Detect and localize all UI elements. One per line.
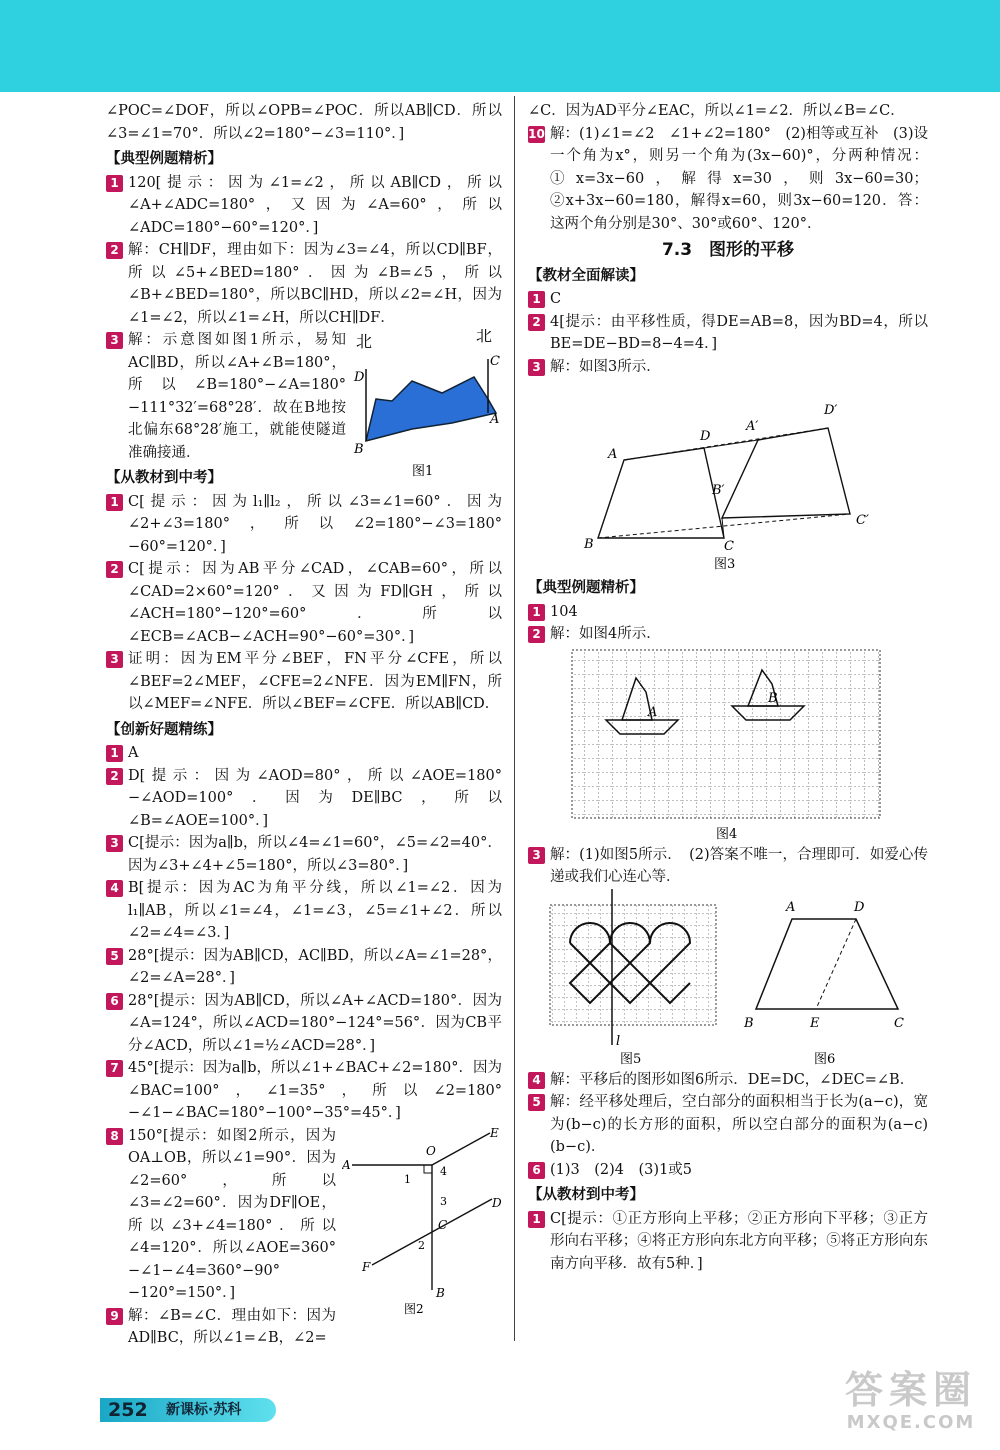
series-label: 新课标·苏科: [166, 1402, 242, 1418]
item-number: 7: [106, 1060, 123, 1077]
answer-item: [528, 1159, 928, 1182]
point-label: C: [724, 539, 734, 554]
item-number: 1: [106, 494, 123, 511]
answer-text: 解：(1)∠1=∠2 ∠1+∠2=180° (2)相等或互补 (3)设一个角为x°，则另一个角为(3x−60)°，分两种情况：①x=3x−60，解得x=30，则3x−60=30；②x+3x−60=180，解得x=60，则3x−60=120．答：这两个角分别是30°、30°或60°、120°．: [550, 125, 928, 232]
answer-item: [528, 311, 928, 356]
answer-item: [106, 877, 502, 945]
answer-text: 解：如图3所示．: [550, 358, 661, 375]
answer-text: 解：经平移处理后，空白部分的面积相当于长为(a−c)，宽为(b−c)的长方形的面积，所以空白部分的面积为(a−c)(b−c)．: [550, 1094, 928, 1155]
answer-item: [528, 601, 928, 624]
point-label: C: [490, 354, 500, 369]
answer-text: C[提示：①正方形向上平移；②正方形向下平移；③正方形向右平移；④将正方形向东北方向平移；⑤将正方形向东南方向平移．故有5种．]: [550, 1210, 928, 1272]
answer-text: 45°[提示：因为a∥b，所以∠1+∠BAC+∠2=180°．因为∠BAC=100°，∠1=35°，所以∠2=180°−∠1−∠BAC=180°−100°−35°=45°．]: [128, 1060, 502, 1121]
item-number: 2: [106, 242, 123, 259]
point-label: A: [490, 412, 500, 427]
point-label: F: [362, 1259, 371, 1274]
answer-item: [528, 1208, 928, 1276]
item-number: 4: [106, 880, 123, 897]
answer-item: [106, 1057, 502, 1125]
answer-text: 解：如图4所示．: [550, 626, 661, 642]
figure-caption: 图4: [716, 826, 738, 842]
answer-text: 120[提示：因为∠1=∠2，所以AB∥CD，所以∠A+∠ADC=180°，又因为∠A=60°，所以∠ADC=180°−60°=120°．]: [128, 174, 502, 236]
answer-text: C[提示：因为AB平分∠CAD，∠CAB=60°，所以∠CAD=2×60°=120°．又因为FD∥GH，所以∠ACH=180°−120°=60°．所以∠ECB=∠ACB−∠ACH=90°−60°=30°．]: [128, 561, 502, 645]
section-heading: 【创新好题精练】: [106, 721, 222, 738]
answer-text: C[提示：因为l₁∥l₂，所以∠3=∠1=60°．因为∠2+∠3=180°，所以∠2=180°−∠3=180°−60°=120°．]: [128, 493, 502, 555]
paragraph: ∠POC=∠DOF，所以∠OPB=∠POC．所以AB∥CD．所以∠3=∠1=70°．所以∠2=180°−∠3=110°．]: [106, 103, 502, 142]
answer-text: D[提示：因为∠AOD=80°，所以∠AOE=180°−∠AOD=100°．因为DE∥BC，所以∠B=∠AOE=100°．]: [128, 767, 502, 829]
item-number: 1: [528, 1211, 545, 1228]
answer-item: [528, 123, 928, 236]
item-number: 4: [528, 1072, 545, 1089]
item-number: 1: [106, 175, 123, 192]
answer-item: [106, 742, 502, 765]
figure-caption: 图1: [412, 464, 434, 479]
point-label: D: [854, 899, 865, 915]
answer-text: 150°[提示：如图2所示，因为OA⊥OB，所以∠1=90°．因为∠2=60°，所以∠3=∠2=60°．因为DF∥OE，所以∠3+∠4=180°．所以∠4=120°．所以∠AOE=360°−∠1−∠4=360°−90°−120°=150°．]: [128, 1127, 336, 1301]
figure-1: [352, 329, 502, 487]
figure-2: [342, 1125, 502, 1323]
north-label: 北: [476, 329, 493, 345]
section-title: 7.3 图形的平移: [661, 240, 795, 260]
paragraph: ∠C．因为AD平分∠EAC，所以∠1=∠2．所以∠B=∠C．: [528, 103, 905, 119]
angle-label: 3: [440, 1194, 447, 1208]
answer-text: 解：示意图如图1所示，易知AC∥BD，所以∠A+∠B=180°，所以∠B=180°−∠A=180°−111°32′=68°28′．故在B地按北偏东68°28′施工，就能使隧道准确接通．: [128, 332, 346, 461]
answer-item: [528, 288, 928, 311]
point-label: A: [786, 899, 796, 915]
angle-label: 2: [418, 1238, 425, 1252]
item-number: 2: [528, 626, 545, 643]
answer-text: B[提示：因为AC为角平分线，所以∠1=∠2．因为l₁∥AB，所以∠1=∠4，∠1=∠3，∠5=∠1+∠2．所以∠2=∠4=∠3．]: [128, 880, 502, 941]
header-banner: [0, 0, 1000, 92]
section-heading: 【从教材到中考】: [528, 1187, 644, 1203]
point-label: C: [894, 1015, 904, 1031]
point-label: B: [744, 1015, 754, 1031]
angle-label: 4: [440, 1164, 447, 1178]
answer-text: 解：(1)如图5所示． (2)答案不唯一，合理即可．如爱心传递或我们心连心等．: [550, 846, 928, 885]
answer-item: [106, 1125, 502, 1315]
answer-item: [106, 239, 502, 329]
angle-diagram: [342, 1125, 502, 1315]
column-divider: [514, 96, 515, 1341]
point-label: C′: [856, 513, 869, 528]
item-number: 5: [528, 1094, 545, 1111]
point-label: D′: [824, 403, 838, 418]
figure-caption: 图5: [620, 1051, 642, 1067]
point-label: l: [616, 1033, 621, 1049]
point-label: B: [354, 442, 364, 457]
watermark-site: MXQE.COM: [846, 1412, 976, 1433]
figure-5-6: [528, 889, 928, 1069]
answer-item: [528, 623, 928, 646]
answer-item: [106, 491, 502, 559]
point-label: A: [648, 704, 658, 720]
answer-text: 104: [550, 603, 578, 620]
answer-item: [106, 945, 502, 990]
answer-text: A: [128, 745, 139, 761]
page-footer: [100, 1398, 276, 1422]
figure-caption: 图6: [814, 1051, 836, 1067]
answer-text: 证明：因为EM平分∠BEF，FN平分∠CFE，所以∠BEF=2∠MEF，∠CFE=2∠NFE．因为EM∥FN，所以∠MEF=∠NFE．所以∠BEF=∠CFE．所以AB∥CD．: [128, 651, 502, 712]
item-number: 1: [106, 745, 123, 762]
item-number: 3: [106, 835, 123, 852]
point-label: E: [490, 1125, 499, 1140]
section-heading: 【从教材到中考】: [106, 470, 222, 486]
answer-text: 28°[提示：因为AB∥CD，AC∥BD，所以∠A=∠1=28°，∠2=∠A=28°．]: [128, 947, 502, 986]
right-column: [528, 100, 928, 1275]
figure-caption: 图2: [404, 1301, 424, 1315]
tunnel-diagram: [352, 329, 502, 479]
item-number: 2: [106, 561, 123, 578]
answer-item: [106, 648, 502, 716]
item-number: 1: [528, 604, 545, 621]
point-label: C: [438, 1217, 448, 1232]
item-number: 1: [528, 291, 545, 308]
item-number: 2: [106, 768, 123, 785]
point-label: A: [608, 447, 618, 462]
answer-text: 解：平移后的图形如图6所示．DE=DC，∠DEC=∠B．: [550, 1071, 915, 1088]
item-number: 6: [528, 1162, 545, 1179]
item-number: 3: [106, 651, 123, 668]
point-label: D: [354, 370, 365, 385]
angle-label: 1: [404, 1172, 411, 1186]
left-column: [106, 100, 502, 1350]
item-number: 8: [106, 1128, 123, 1145]
answer-text: (1)3 (2)4 (3)1或5: [550, 1161, 693, 1178]
answer-item: [528, 844, 928, 889]
item-number: 3: [106, 332, 123, 349]
answer-text: 4[提示：由平移性质，得DE=AB=8，因为BD=4，所以BE=DE−BD=8−4=4．]: [550, 313, 928, 352]
page-number: 252: [108, 1399, 148, 1421]
answer-item: [528, 1069, 928, 1092]
answer-text: C[提示：因为a∥b，所以∠4=∠1=60°，∠5=∠2=40°．因为∠3+∠4+∠5=180°，所以∠3=80°．]: [128, 835, 502, 874]
item-number: 6: [106, 993, 123, 1010]
point-label: E: [810, 1015, 820, 1031]
point-label: D: [700, 429, 711, 444]
point-label: A: [342, 1157, 351, 1172]
answer-item: [106, 832, 502, 877]
answer-item: [106, 172, 502, 240]
item-number: 5: [106, 948, 123, 965]
section-heading: 【教材全面解读】: [528, 267, 644, 284]
item-number: 3: [528, 847, 545, 864]
answer-item: [106, 765, 502, 833]
item-number: 9: [106, 1308, 123, 1325]
point-label: B: [768, 690, 778, 706]
watermark: [836, 1368, 986, 1433]
figure-4: [528, 646, 928, 844]
answer-text: 解：∠B=∠C．理由如下：因为AD∥BC，所以∠1=∠B，∠2=: [128, 1307, 336, 1346]
answer-item: [528, 356, 928, 379]
answer-text: C: [550, 291, 562, 307]
answer-item: [106, 990, 502, 1058]
section-heading: 【典型例题精析】: [106, 151, 222, 167]
item-number: 10: [528, 126, 545, 141]
answer-text: 28°[提示：因为AB∥CD，所以∠A+∠ACD=180°．因为∠A=124°，所以∠ACD=180°−124°=56°．因为CB平分∠ACD，所以∠1=½∠ACD=28°．]: [128, 992, 502, 1054]
answer-item: [106, 1305, 502, 1350]
point-label: B: [436, 1285, 445, 1300]
answer-item: [528, 1091, 928, 1159]
answer-item: [106, 558, 502, 648]
figure-caption: 图3: [714, 557, 736, 572]
figure-3: [528, 378, 928, 574]
point-label: O: [426, 1143, 436, 1158]
point-label: A′: [746, 419, 759, 434]
answer-text: 解：CH∥DF，理由如下：因为∠3=∠4，所以CD∥BF，所以∠5+∠BED=180°．因为∠B=∠5，所以∠B+∠BED=180°，所以BC∥HD，所以∠2=∠H，因为∠1=∠2，所以∠1=∠H，所以CH∥DF．: [128, 242, 502, 326]
section-heading: 【典型例题精析】: [528, 580, 644, 596]
point-label: D: [492, 1195, 502, 1210]
point-label: B: [584, 537, 594, 552]
item-number: 3: [528, 359, 545, 376]
point-label: B′: [712, 483, 725, 498]
watermark-main: 答案圈: [844, 1368, 977, 1412]
item-number: 2: [528, 314, 545, 331]
north-label: 北: [356, 332, 373, 351]
